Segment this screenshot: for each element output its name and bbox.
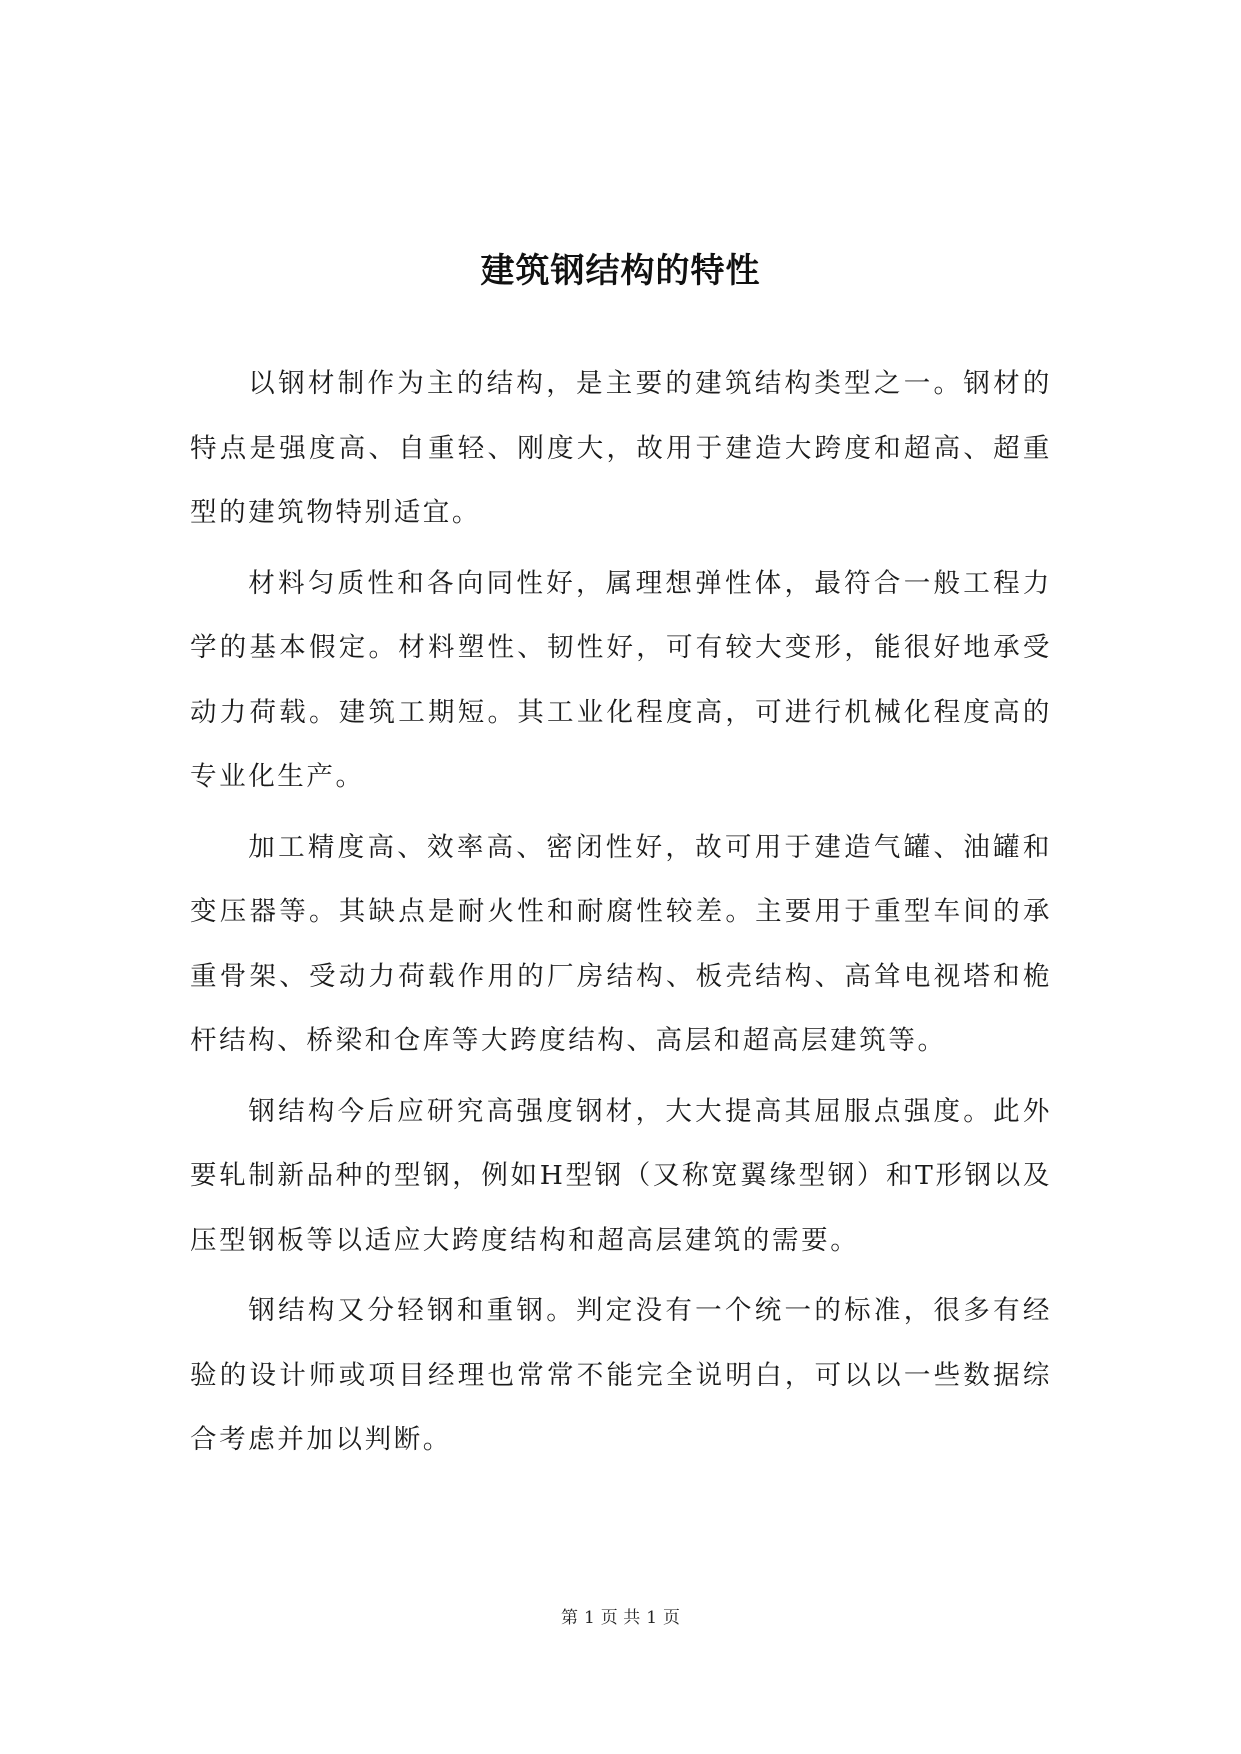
document-title: 建筑钢结构的特性 <box>480 250 761 291</box>
total-page-number: 1 <box>646 1608 658 1628</box>
page-footer <box>0 1606 1241 1630</box>
paragraph-3: 加工精度高、效率高、密闭性好，故可用于建造气罐、油罐和变压器等。其缺点是耐火性和耐腐性较差。主要用于重型车间的承重骨架、受动力荷载作用的厂房结构、板壳结构、高耸电视塔和桅杆结构、桥梁和仓库等大跨度结构、高层和超高层建筑等。 <box>190 831 1052 1056</box>
document-body <box>190 352 1052 1479</box>
paragraph-1: 以钢材制作为主的结构，是主要的建筑结构类型之一。钢材的特点是强度高、自重轻、刚度大，故用于建造大跨度和超高、超重型的建筑物特别适宜。 <box>190 368 1052 528</box>
paragraph-4: 钢结构今后应研究高强度钢材，大大提高其屈服点强度。此外要轧制新品种的型钢，例如H型钢（又称宽翼缘型钢）和T形钢以及压型钢板等以适应大跨度结构和超高层建筑的需要。 <box>190 1095 1052 1256</box>
paragraph-5: 钢结构又分轻钢和重钢。判定没有一个统一的标准，很多有经验的设计师或项目经理也常常不能完全说明白，可以以一些数据综合考虑并加以判断。 <box>190 1295 1052 1455</box>
page-label-suffix: 页 <box>663 1608 681 1628</box>
page-label-prefix: 第 <box>560 1608 578 1628</box>
page-label-middle: 页 共 <box>600 1608 641 1628</box>
current-page-number: 1 <box>583 1608 595 1628</box>
paragraph-2: 材料匀质性和各向同性好，属理想弹性体，最符合一般工程力学的基本假定。材料塑性、韧性好，可有较大变形，能很好地承受动力荷载。建筑工期短。其工业化程度高，可进行机械化程度高的专业化生产。 <box>190 567 1052 792</box>
